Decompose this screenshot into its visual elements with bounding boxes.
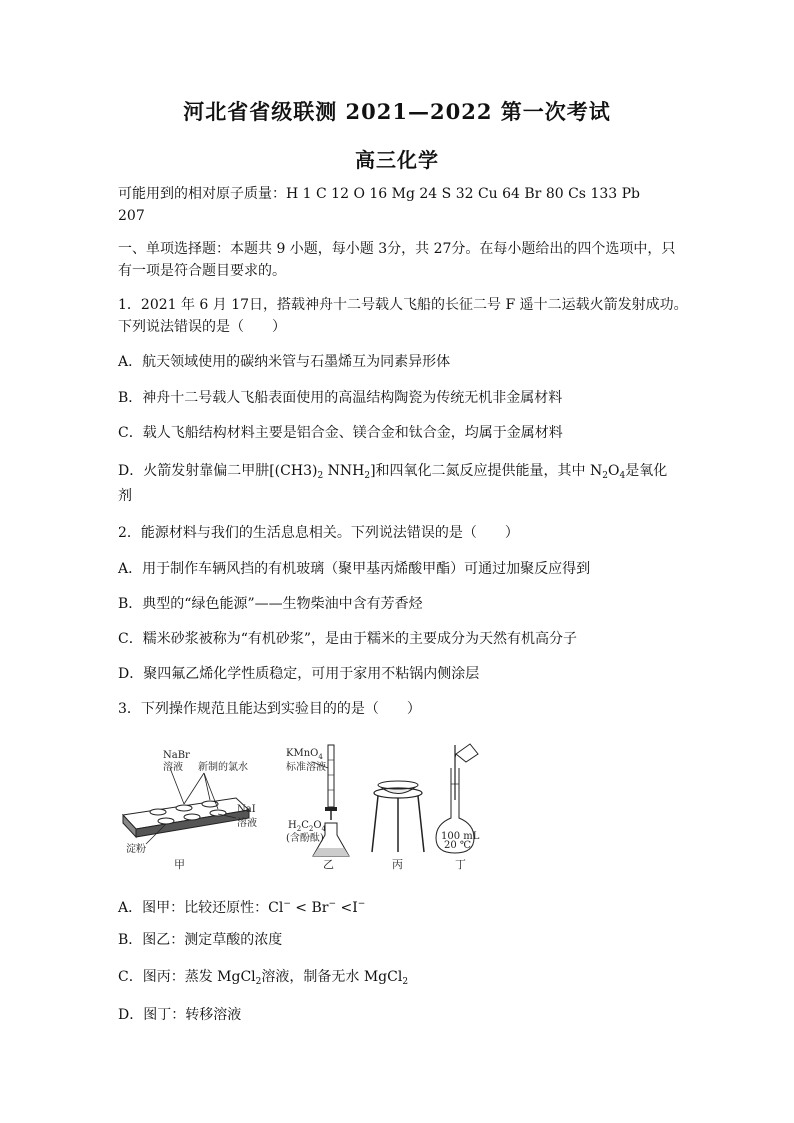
q1-d-sub-1: 2 [317,471,324,481]
figure-yi [286,745,349,871]
q1-d-sub-2: 2 [364,471,371,481]
q1-d-text-2: NNH [323,463,365,479]
svg-text:KMnO4 [286,748,323,761]
q1-d-sub-3: 2 [602,471,608,481]
yi-label-phenolphthalein: (含酚酞) [286,833,324,844]
q1-d-text-4: O [608,463,620,479]
yi-sub-o: 4 [321,825,326,833]
q3-a-text-1: A．图甲：比较还原性：Cl [118,900,284,916]
q1-option-b: B．神舟十二号载人飞船表面使用的高温结构陶瓷为传统无机非金属材料 [118,390,563,406]
q3-option-b: B．图乙：测定草酸的浓度 [118,932,283,948]
q3-apparatus-figure [118,740,678,875]
apparatus-svg [118,740,678,875]
q3-c-text-2: 溶液，制备无水 MgCl [261,969,403,985]
q3-c-sub-2: 2 [402,977,409,987]
q3-a-text-2: < Br [290,900,329,916]
jia-label-nai-solution: 溶液 [237,818,257,829]
q1-d-text-3: ]和四氧化二氮反应提供能量，其中 N [370,463,603,479]
q1-option-a: A．航天领域使用的碳纳米管与石墨烯互为同素异形体 [118,354,451,370]
ding-label-temp: 20 ℃ [444,840,472,851]
yi-label-c: C [301,820,309,831]
figure-ding [436,744,480,871]
q1-d-text-5: 是氧化 [625,463,668,479]
q1-stem-line-2: 下列说法错误的是（ ） [118,319,286,335]
yi-sub-h: 2 [296,825,302,833]
jia-label-nai: NaI [237,804,256,815]
section-heading-line-1: 一、单项选择题：本题共 9 小题，每小题 3分，共 27分。在每小题给出的四个选项中，只 [118,241,676,257]
q3-c-sub-1: 2 [255,977,262,987]
q1-option-d-line-2: 剂 [118,488,132,504]
ding-label-volume: 100 mL [441,831,480,842]
q2-option-b: B．典型的“绿色能源”——生物柴油中含有芳香烃 [118,596,423,612]
yi-sub-kmno: 4 [318,753,323,761]
yi-label-o: O [313,820,322,831]
q3-option-d: D．图丁：转移溶液 [118,1007,242,1023]
figure-jia [123,750,257,871]
q1-stem-line-1: 1．2021 年 6 月 17日，搭载神舟十二号载人飞船的长征二号 F 遥十二运载火箭发射成功。 [118,297,688,313]
caption-yi: 乙 [323,858,334,871]
caption-jia: 甲 [174,858,185,871]
svg-text:H2C2O4 [288,820,327,833]
caption-bing: 丙 [392,858,403,871]
jia-label-nabr-solution: 溶液 [163,762,183,773]
q1-option-c: C．载人飞船结构材料主要是铝合金、镁合金和钛合金，均属于金属材料 [118,425,563,441]
q3-a-sup-2: − [328,899,337,909]
exam-title: 河北省省级联测 2021—2022 第一次考试 [183,99,611,124]
q3-option-c [118,965,678,994]
q1-d-text-1: D．火箭发射靠偏二甲肼[(CH3) [118,463,318,479]
q2-stem: 2．能源材料与我们的生活息息相关。下列说法错误的是（ ） [118,525,519,541]
atomic-mass-line-1: 可能用到的相对原子质量：H 1 C 12 O 16 Mg 24 S 32 Cu 64 Br 80 Cs 133 Pb [118,186,640,202]
yi-sub-c: 2 [308,825,314,833]
q3-a-sup-3: − [357,899,366,909]
q2-option-a: A．用于制作车辆风挡的有机玻璃（聚甲基丙烯酸甲酯）可通过加聚反应得到 [118,561,591,577]
q3-a-text-3: <I [336,900,358,916]
q3-a-sup-1: − [283,899,291,909]
jia-label-starch: 淀粉 [126,844,146,855]
q2-option-d: D．聚四氟乙烯化学性质稳定，可用于家用不粘锅内侧涂层 [118,666,480,682]
q2-option-c: C．糯米砂浆被称为“有机砂浆”，是由于糯米的主要成分为天然有机高分子 [118,631,578,647]
yi-label-kmno: KMnO [286,748,319,759]
jia-label-nabr: NaBr [163,750,190,761]
subject-title: 高三化学 [355,148,439,172]
yi-label-h: H [288,820,297,831]
q1-d-sub-4: 4 [619,471,626,481]
atomic-mass-line-2: 207 [118,208,145,224]
figure-bing [372,781,424,871]
q3-stem: 3．下列操作规范且能达到实验目的的是（ ） [118,701,421,717]
caption-ding: 丁 [455,858,466,871]
section-heading-line-2: 有一项是符合题目要求的。 [118,263,286,279]
jia-label-chlorine-water: 新制的氯水 [198,762,248,773]
q3-option-a [118,892,678,920]
yi-label-standard: 标准溶液 [286,762,326,773]
q3-c-text-1: C．图丙：蒸发 MgCl [118,969,256,985]
